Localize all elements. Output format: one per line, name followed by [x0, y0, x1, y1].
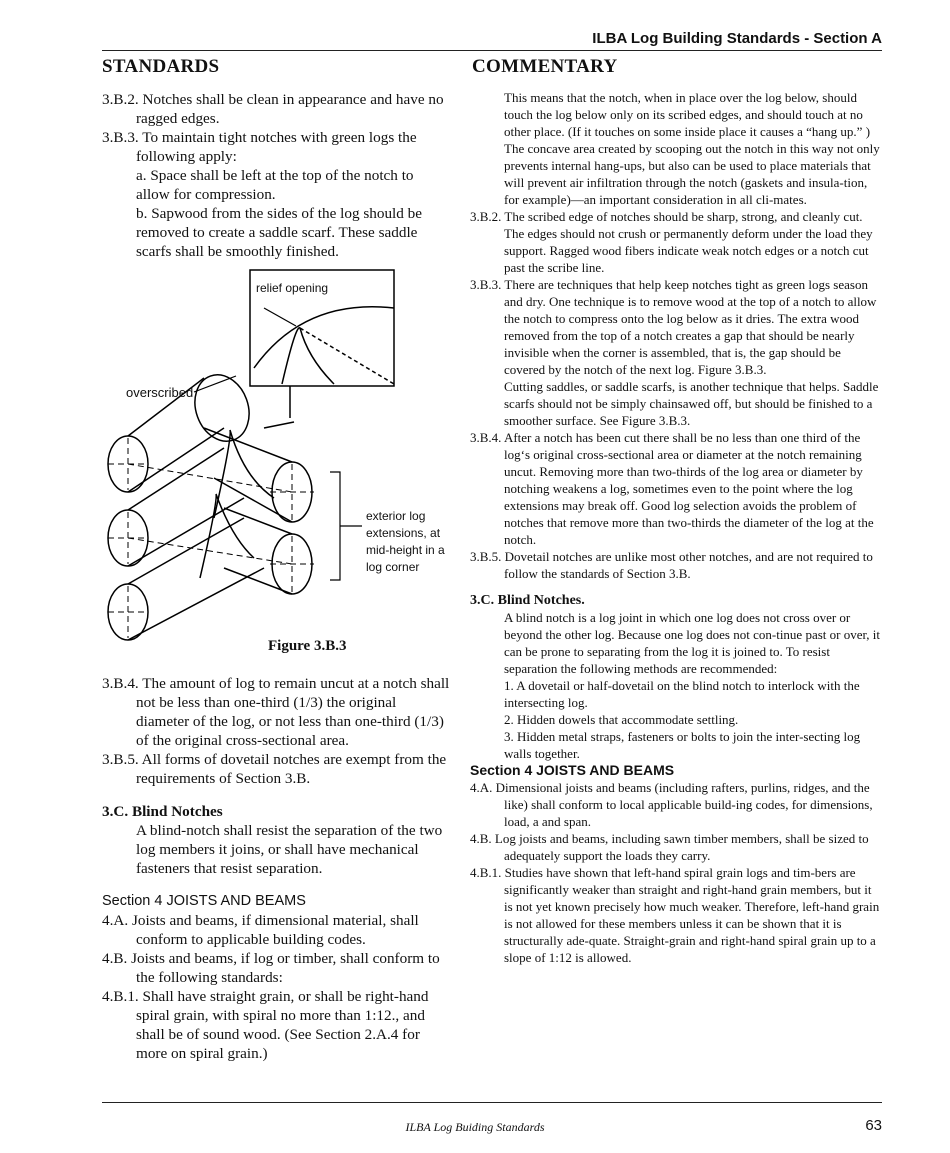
- standard-3b2: 3.B.2. Notches shall be clean in appearance and have no ragged edges.: [102, 91, 444, 127]
- standards-bottom-block: [102, 674, 450, 1063]
- standard-3b4: 3.B.4. The amount of log to remain uncut at a notch shall not be less than one-third (1/3) the original diameter of the log, or not less than one-third (1/3) of the original cross-sectional area.: [102, 675, 450, 749]
- standard-4b1: 4.B.1. Shall have straight grain, or shall be right-hand spiral grain, with spiral no more than 1:12., and shall be of sound wood. (See Section 2.A.4 for more on spiral grain.): [102, 988, 429, 1062]
- commentary-3c-method-2: 2. Hidden dowels that accommodate settling.: [504, 712, 739, 727]
- standard-3c-body: A blind-notch shall resist the separation of the two log members it joins, or shall have mechanical fasteners that resist separation.: [136, 822, 443, 877]
- commentary-3c-heading: 3.C. Blind Notches.: [470, 593, 585, 608]
- spacer: [102, 878, 450, 892]
- standard-3b3-a: a. Space shall be left at the top of the notch to allow for compression.: [136, 167, 414, 203]
- spacer: [470, 582, 882, 592]
- commentary-4a: 4.A. Dimensional joists and beams (including rafters, purlins, ridges, and the like) shall conform to local applicable build-ing codes, for dimensions, load, a and span.: [470, 780, 873, 829]
- notch-illustration: [104, 268, 450, 660]
- commentary-heading: COMMENTARY: [472, 56, 618, 77]
- commentary-3b2: 3.B.2. The scribed edge of notches should be sharp, strong, and cleanly cut. The edges should not crush or permanently deform under the load they support. Ragged wood fibers indicate weak notch edges or a notch cut past the scribe line.: [470, 209, 873, 275]
- standard-4b: 4.B. Joists and beams, if log or timber, shall conform to the following standards:: [102, 950, 440, 986]
- standard-3b5: 3.B.5. All forms of dovetail notches are exempt from the requirements of Section 3.B.: [102, 751, 447, 787]
- label-overscribed: overscribed: [126, 385, 194, 400]
- running-footer: ILBA Log Buiding Standards: [405, 1120, 545, 1134]
- standards-heading: STANDARDS: [102, 56, 220, 77]
- label-relief-opening: relief opening: [256, 281, 329, 295]
- commentary-3b4: 3.B.4. After a notch has been cut there shall be no less than one third of the log‘s original cross-sectional area or diameter at the notch remaining uncut. Removing more than two-thirds of the log area or diameter by notching weakens a log, sometimes even to the point where the log extensions may break off. Good log selection avoids the problem of notches that remove more than two-thirds the diameter of the log at the notch.: [470, 430, 874, 547]
- commentary-block: [470, 89, 882, 966]
- label-exterior-extensions: exterior log extensions, at mid-height in a log corner: [366, 509, 445, 574]
- commentary-intro: This means that the notch, when in place over the log below, should touch the log below only on its scribed edges, and should touch at no other place. (If it touches on some inside place it causes a “hang up.” ) The concave area created by scooping out the notch in this way not only prevents internal hang-ups, but also can be used to place materials that will prevent air infiltration through the notch (gaskets and insula-tion, for example)—an important consideration in all cli-mates.: [504, 90, 880, 207]
- header-rule: [102, 50, 882, 51]
- commentary-3b5: 3.B.5. Dovetail notches are unlike most other notches, and are not required to follow the standards of Section 3.B.: [470, 549, 873, 581]
- standards-top-block: [102, 90, 450, 261]
- commentary-4b: 4.B. Log joists and beams, including sawn timber members, shall be sized to adequately support the loads they carry.: [470, 831, 869, 863]
- standard-3b3: 3.B.3. To maintain tight notches with green logs the following apply:: [102, 129, 417, 165]
- standard-section4-heading: Section 4 JOISTS AND BEAMS: [102, 893, 306, 909]
- footer-rule: [102, 1102, 882, 1103]
- commentary-3c-method-3: 3. Hidden metal straps, fasteners or bolts to join the inter-secting log walls together.: [504, 729, 861, 761]
- running-header: ILBA Log Building Standards - Section A: [592, 30, 882, 47]
- commentary-section4-heading: Section 4 JOISTS AND BEAMS: [470, 762, 675, 778]
- commentary-3b3-saddles: Cutting saddles, or saddle scarfs, is another technique that helps. Saddle scarfs should not be simply chainsawed off, but should be finished to a smoother surface. See Figure 3.B.3.: [504, 379, 879, 428]
- commentary-3c-body: A blind notch is a log joint in which one log does not cross over or beyond the other log. Because one log does not con-tinue past or over, it can be prone to separating from the log it is joined to. To resist separation the following methods are recommended:: [504, 610, 881, 676]
- standard-4a: 4.A. Joists and beams, if dimensional material, shall conform to applicable building codes.: [102, 912, 419, 948]
- standard-3c-heading: 3.C. Blind Notches: [102, 803, 223, 820]
- standard-3b3-b: b. Sapwood from the sides of the log should be removed to create a saddle scarf. These saddle scarfs shall be smoothly finished.: [136, 205, 422, 260]
- commentary-3c-method-1: 1. A dovetail or half-dovetail on the blind notch to interlock with the intersecting log.: [504, 678, 860, 710]
- figure-3b3: [104, 268, 450, 660]
- commentary-4b1: 4.B.1. Studies have shown that left-hand spiral grain logs and tim-bers are significantly weaker than straight and right-hand grain members, but it is not yet known precisely how much weaker. Therefore, left-hand grain is not allowed for these members unless it can be shown that it is structurally ade-quate. Straight-grain and right-hand spiral grain up to a slope of 1:12 is allowed.: [470, 865, 880, 965]
- spacer: [102, 788, 450, 802]
- figure-caption: Figure 3.B.3: [268, 638, 347, 654]
- commentary-3b3: 3.B.3. There are techniques that help keep notches tight as green logs season and dry. One technique is to remove wood at the top of a notch to allow the notch to compress onto the log below as it dries. The extra wood removed from the top of a notch creates a gap that should be nearly invisible when the corner is assembled, that is, the gap should be covered by the notch of the next log. Figure 3.B.3.: [470, 277, 877, 377]
- page-number: 63: [865, 1117, 882, 1134]
